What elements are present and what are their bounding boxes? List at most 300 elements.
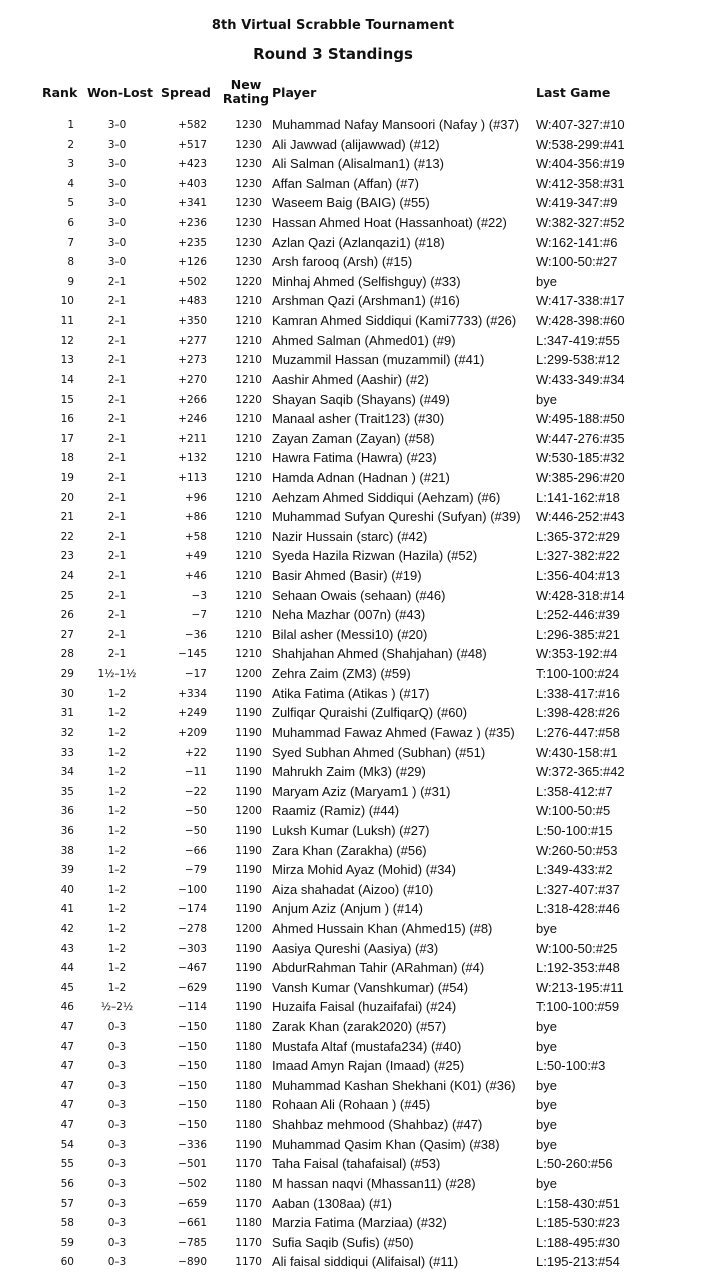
won-lost-cell: 2–1 (107, 648, 127, 661)
rank-cell: 36 (60, 805, 74, 818)
player-name-cell: Zehra Zaim (ZM3) (#59) (272, 666, 411, 682)
new-rating-cell: 1220 (235, 393, 262, 406)
new-rating-cell: 1210 (235, 550, 262, 563)
table-row (0, 291, 703, 311)
spread-cell: −3 (191, 589, 207, 602)
last-game-cell: L:50-100:#3 (536, 1058, 606, 1074)
rank-cell: 15 (60, 393, 74, 406)
player-name-cell: Imaad Amyn Rajan (Imaad) (#25) (272, 1058, 465, 1074)
last-game-cell: W:100-50:#25 (536, 940, 618, 956)
spread-cell: +113 (178, 471, 207, 484)
new-rating-cell: 1210 (235, 648, 262, 661)
last-game-cell: W:495-188:#50 (536, 411, 625, 427)
last-game-cell: L:192-353:#48 (536, 960, 620, 976)
won-lost-cell: 2–1 (107, 354, 127, 367)
rank-cell: 55 (60, 1158, 74, 1171)
new-rating-cell: 1230 (235, 158, 262, 171)
table-row (0, 723, 703, 743)
table-row (0, 958, 703, 978)
won-lost-cell: 1–2 (107, 746, 127, 759)
table-row (0, 801, 703, 821)
spread-cell: +49 (184, 550, 207, 563)
spread-cell: +126 (178, 256, 207, 269)
player-name-cell: Zarak Khan (zarak2020) (#57) (272, 1019, 447, 1035)
last-game-cell: W:447-276:#35 (536, 430, 625, 446)
rank-cell: 22 (60, 530, 74, 543)
player-name-cell: Rohaan Ali (Rohaan ) (#45) (272, 1097, 431, 1113)
new-rating-cell: 1180 (235, 1177, 262, 1190)
table-row (0, 409, 703, 429)
last-game-cell: W:419-347:#9 (536, 195, 618, 211)
last-game-cell: L:141-162:#18 (536, 489, 620, 505)
rank-cell: 36 (60, 824, 74, 837)
column-header-new-rating (216, 78, 276, 106)
last-game-cell: W:412-358:#31 (536, 175, 625, 191)
table-row (0, 311, 703, 331)
spread-cell: −150 (178, 1119, 207, 1132)
rank-cell: 5 (67, 197, 74, 210)
spread-cell: −114 (178, 1001, 207, 1014)
table-row (0, 997, 703, 1017)
spread-cell: +249 (178, 707, 207, 720)
rank-cell: 47 (60, 1119, 74, 1132)
player-name-cell: Hamda Adnan (Hadnan ) (#21) (272, 469, 450, 485)
spread-cell: −174 (178, 903, 207, 916)
last-game-cell: W:404-356:#19 (536, 156, 625, 172)
won-lost-cell: 0–3 (107, 1060, 127, 1073)
new-rating-cell: 1180 (235, 1119, 262, 1132)
last-game-cell: L:327-382:#22 (536, 548, 620, 564)
player-name-cell: Muhammad Fawaz Ahmed (Fawaz ) (#35) (272, 724, 515, 740)
rank-cell: 17 (60, 432, 74, 445)
spread-cell: +235 (178, 236, 207, 249)
won-lost-cell: 1–2 (107, 805, 127, 818)
column-header-player: Player (272, 85, 317, 100)
player-name-cell: Ali faisal siddiqui (Alifaisal) (#11) (272, 1254, 459, 1270)
last-game-cell: W:372-365:#42 (536, 764, 625, 780)
new-rating-cell: 1180 (235, 1099, 262, 1112)
spread-cell: −278 (178, 922, 207, 935)
won-lost-cell: 0–3 (107, 1217, 127, 1230)
table-row (0, 821, 703, 841)
tournament-title: 8th Virtual Scrabble Tournament (211, 18, 455, 33)
spread-cell: −50 (184, 824, 207, 837)
new-rating-cell: 1190 (235, 1138, 262, 1151)
spread-cell: −145 (178, 648, 207, 661)
last-game-cell: T:100-100:#59 (536, 999, 620, 1015)
new-rating-cell: 1210 (235, 432, 262, 445)
last-game-cell: L:296-385:#21 (536, 626, 620, 642)
spread-cell: +86 (184, 511, 207, 524)
new-rating-cell: 1230 (235, 119, 262, 131)
spread-cell: −150 (178, 1040, 207, 1053)
spread-cell: +273 (178, 354, 207, 367)
won-lost-cell: 2–1 (107, 413, 127, 426)
table-row (0, 350, 703, 370)
rank-cell: 47 (60, 1079, 74, 1092)
player-name-cell: Minhaj Ahmed (Selfishguy) (#33) (272, 273, 461, 289)
new-rating-cell: 1230 (235, 236, 262, 249)
last-game-cell: L:276-447:#58 (536, 724, 620, 740)
new-rating-cell: 1190 (235, 687, 262, 700)
won-lost-cell: 2–1 (107, 432, 127, 445)
won-lost-cell: 2–1 (107, 334, 127, 347)
last-game-cell: W:385-296:#20 (536, 469, 625, 485)
last-game-cell: L:349-433:#2 (536, 862, 613, 878)
new-rating-cell: 1210 (235, 628, 262, 641)
rank-cell: 4 (67, 177, 74, 190)
player-name-cell: Aasiya Qureshi (Aasiya) (#3) (272, 940, 439, 956)
player-name-cell: Azlan Qazi (Azlanqazi1) (#18) (272, 234, 445, 250)
column-header-new-rating-line1: New (230, 77, 262, 92)
table-row (0, 468, 703, 488)
new-rating-cell: 1190 (235, 962, 262, 975)
won-lost-cell: 0–3 (107, 1256, 127, 1269)
new-rating-cell: 1210 (235, 570, 262, 583)
last-game-cell: W:353-192:#4 (536, 646, 618, 662)
spread-cell: −661 (178, 1217, 207, 1230)
rank-cell: 43 (60, 942, 74, 955)
new-rating-cell: 1170 (235, 1197, 262, 1210)
rank-cell: 29 (60, 668, 74, 681)
rank-cell: 45 (60, 981, 74, 994)
new-rating-cell: 1190 (235, 981, 262, 994)
won-lost-cell: 2–1 (107, 511, 127, 524)
table-row (0, 331, 703, 351)
spread-cell: +582 (178, 119, 207, 131)
spread-cell: −303 (178, 942, 207, 955)
rank-cell: 20 (60, 491, 74, 504)
new-rating-cell: 1210 (235, 452, 262, 465)
standings-table-body (0, 115, 703, 1272)
new-rating-cell: 1180 (235, 1040, 262, 1053)
table-row (0, 625, 703, 645)
player-name-cell: Muhammad Sufyan Qureshi (Sufyan) (#39) (272, 509, 521, 525)
spread-cell: −22 (184, 785, 207, 798)
won-lost-cell: 2–1 (107, 393, 127, 406)
rank-cell: 57 (60, 1197, 74, 1210)
last-game-cell: W:538-299:#41 (536, 136, 625, 152)
new-rating-cell: 1180 (235, 1079, 262, 1092)
player-name-cell: Atika Fatima (Atikas ) (#17) (272, 685, 430, 701)
rank-cell: 1 (67, 119, 74, 131)
table-row (0, 1174, 703, 1194)
new-rating-cell: 1190 (235, 864, 262, 877)
last-game-cell: T:100-100:#24 (536, 666, 620, 682)
player-name-cell: Anjum Aziz (Anjum ) (#14) (272, 901, 423, 917)
new-rating-cell: 1170 (235, 1236, 262, 1249)
player-name-cell: Maryam Aziz (Maryam1 ) (#31) (272, 783, 451, 799)
rank-cell: 30 (60, 687, 74, 700)
player-name-cell: Bilal asher (Messi10) (#20) (272, 626, 428, 642)
new-rating-cell: 1190 (235, 726, 262, 739)
player-name-cell: AbdurRahman Tahir (ARahman) (#4) (272, 960, 485, 976)
last-game-cell: bye (536, 1097, 557, 1113)
won-lost-cell: 1–2 (107, 844, 127, 857)
last-game-cell: L:347-419:#55 (536, 332, 620, 348)
won-lost-cell: 1–2 (107, 785, 127, 798)
rank-cell: 12 (60, 334, 74, 347)
won-lost-cell: 0–3 (107, 1197, 127, 1210)
rank-cell: 13 (60, 354, 74, 367)
table-row (0, 1213, 703, 1233)
player-name-cell: Nazir Hussain (starc) (#42) (272, 528, 428, 544)
new-rating-cell: 1190 (235, 844, 262, 857)
new-rating-cell: 1210 (235, 471, 262, 484)
won-lost-cell: 1½–1½ (97, 668, 137, 681)
rank-cell: 3 (67, 158, 74, 171)
won-lost-cell: 2–1 (107, 628, 127, 641)
won-lost-cell: 1–2 (107, 707, 127, 720)
rank-cell: 44 (60, 962, 74, 975)
rank-cell: 16 (60, 413, 74, 426)
column-header-won-lost: Won-Lost (87, 85, 153, 100)
spread-cell: +483 (178, 295, 207, 308)
player-name-cell: M hassan naqvi (Mhassan11) (#28) (272, 1175, 476, 1191)
player-name-cell: Affan Salman (Affan) (#7) (272, 175, 419, 191)
spread-cell: +423 (178, 158, 207, 171)
player-name-cell: Zara Khan (Zarakha) (#56) (272, 842, 427, 858)
won-lost-cell: 2–1 (107, 373, 127, 386)
won-lost-cell: 1–2 (107, 864, 127, 877)
spread-cell: +502 (178, 275, 207, 288)
table-row (0, 1252, 703, 1272)
table-row (0, 1095, 703, 1115)
rank-cell: 41 (60, 903, 74, 916)
won-lost-cell: 1–2 (107, 726, 127, 739)
spread-cell: +246 (178, 413, 207, 426)
player-name-cell: Syeda Hazila Rizwan (Hazila) (#52) (272, 548, 478, 564)
rank-cell: 18 (60, 452, 74, 465)
won-lost-cell: 2–1 (107, 315, 127, 328)
won-lost-cell: 3–0 (107, 177, 127, 190)
won-lost-cell: 3–0 (107, 256, 127, 269)
column-header-rank: Rank (42, 85, 78, 100)
last-game-cell: W:417-338:#17 (536, 293, 625, 309)
column-header-spread: Spread (161, 85, 211, 100)
spread-cell: +58 (184, 530, 207, 543)
spread-cell: −150 (178, 1021, 207, 1034)
rank-cell: 14 (60, 373, 74, 386)
new-rating-cell: 1230 (235, 217, 262, 230)
won-lost-cell: 2–1 (107, 491, 127, 504)
last-game-cell: W:446-252:#43 (536, 509, 625, 525)
table-row (0, 880, 703, 900)
last-game-cell: L:158-430:#51 (536, 1195, 620, 1211)
won-lost-cell: 2–1 (107, 570, 127, 583)
rank-cell: 38 (60, 844, 74, 857)
new-rating-cell: 1220 (235, 275, 262, 288)
spread-cell: −336 (178, 1138, 207, 1151)
won-lost-cell: 1–2 (107, 962, 127, 975)
rank-cell: 47 (60, 1021, 74, 1034)
spread-cell: +350 (178, 315, 207, 328)
player-name-cell: Zayan Zaman (Zayan) (#58) (272, 430, 435, 446)
player-name-cell: Aashir Ahmed (Aashir) (#2) (272, 371, 429, 387)
new-rating-cell: 1190 (235, 707, 262, 720)
new-rating-cell: 1210 (235, 530, 262, 543)
rank-cell: 10 (60, 295, 74, 308)
last-game-cell: bye (536, 1175, 557, 1191)
spread-cell: +266 (178, 393, 207, 406)
table-row (0, 390, 703, 410)
last-game-cell: L:299-538:#12 (536, 352, 620, 368)
spread-cell: +341 (178, 197, 207, 210)
player-name-cell: Raamiz (Ramiz) (#44) (272, 803, 400, 819)
new-rating-cell: 1210 (235, 589, 262, 602)
rank-cell: 2 (67, 138, 74, 151)
table-row (0, 605, 703, 625)
spread-cell: −17 (184, 668, 207, 681)
rank-cell: 27 (60, 628, 74, 641)
new-rating-cell: 1200 (235, 668, 262, 681)
spread-cell: +403 (178, 177, 207, 190)
won-lost-cell: 2–1 (107, 471, 127, 484)
last-game-cell: L:50-100:#15 (536, 822, 613, 838)
rank-cell: 8 (67, 256, 74, 269)
table-row (0, 586, 703, 606)
new-rating-cell: 1190 (235, 766, 262, 779)
player-name-cell: Aehzam Ahmed Siddiqui (Aehzam) (#6) (272, 489, 501, 505)
rank-cell: 54 (60, 1138, 74, 1151)
new-rating-cell: 1180 (235, 1021, 262, 1034)
spread-cell: −100 (178, 883, 207, 896)
player-name-cell: Muhammad Kashan Shekhani (K01) (#36) (272, 1077, 516, 1093)
player-name-cell: Huzaifa Faisal (huzaifafai) (#24) (272, 999, 457, 1015)
rank-cell: 34 (60, 766, 74, 779)
rank-cell: 21 (60, 511, 74, 524)
new-rating-cell: 1190 (235, 883, 262, 896)
rank-cell: 59 (60, 1236, 74, 1249)
spread-cell: +132 (178, 452, 207, 465)
table-row (0, 1076, 703, 1096)
table-row (0, 135, 703, 155)
last-game-cell: L:338-417:#16 (536, 685, 620, 701)
table-row (0, 743, 703, 763)
spread-cell: −502 (178, 1177, 207, 1190)
won-lost-cell: 1–2 (107, 883, 127, 896)
table-row (0, 429, 703, 449)
table-row (0, 370, 703, 390)
player-name-cell: Hawra Fatima (Hawra) (#23) (272, 450, 437, 466)
new-rating-cell: 1210 (235, 354, 262, 367)
table-row (0, 193, 703, 213)
new-rating-cell: 1190 (235, 746, 262, 759)
won-lost-cell: 2–1 (107, 295, 127, 308)
spread-cell: −150 (178, 1079, 207, 1092)
new-rating-cell: 1170 (235, 1158, 262, 1171)
player-name-cell: Marzia Fatima (Marziaa) (#32) (272, 1215, 447, 1231)
rank-cell: 33 (60, 746, 74, 759)
last-game-cell: L:398-428:#26 (536, 705, 620, 721)
player-name-cell: Ali Salman (Alisalman1) (#13) (272, 156, 444, 172)
new-rating-cell: 1210 (235, 315, 262, 328)
last-game-cell: L:195-213:#54 (536, 1254, 620, 1270)
rank-cell: 19 (60, 471, 74, 484)
rank-cell: 6 (67, 217, 74, 230)
player-name-cell: Ahmed Salman (Ahmed01) (#9) (272, 332, 456, 348)
won-lost-cell: 3–0 (107, 197, 127, 210)
table-row (0, 1115, 703, 1135)
table-row (0, 762, 703, 782)
player-name-cell: Sehaan Owais (sehaan) (#46) (272, 587, 446, 603)
column-header-last-game: Last Game (536, 85, 611, 100)
new-rating-cell: 1190 (235, 785, 262, 798)
spread-cell: −11 (184, 766, 207, 779)
last-game-cell: W:213-195:#11 (536, 979, 624, 995)
new-rating-cell: 1210 (235, 491, 262, 504)
last-game-cell: L:318-428:#46 (536, 901, 620, 917)
rank-cell: 24 (60, 570, 74, 583)
player-name-cell: Mahrukh Zaim (Mk3) (#29) (272, 764, 426, 780)
table-row (0, 448, 703, 468)
rank-cell: 7 (67, 236, 74, 249)
won-lost-cell: 1–2 (107, 766, 127, 779)
spread-cell: −150 (178, 1099, 207, 1112)
won-lost-cell: 0–3 (107, 1040, 127, 1053)
player-name-cell: Aaban (1308aa) (#1) (272, 1195, 392, 1211)
player-name-cell: Manaal asher (Trait123) (#30) (272, 411, 445, 427)
table-row (0, 782, 703, 802)
rank-cell: 35 (60, 785, 74, 798)
last-game-cell: L:365-372:#29 (536, 528, 620, 544)
last-game-cell: bye (536, 920, 557, 936)
spread-cell: −7 (191, 609, 207, 622)
rank-cell: 11 (60, 315, 74, 328)
table-row (0, 488, 703, 508)
spread-cell: +211 (178, 432, 207, 445)
player-name-cell: Ahmed Hussain Khan (Ahmed15) (#8) (272, 920, 493, 936)
spread-cell: −467 (178, 962, 207, 975)
won-lost-cell: 3–0 (107, 158, 127, 171)
player-name-cell: Vansh Kumar (Vanshkumar) (#54) (272, 979, 469, 995)
table-row (0, 154, 703, 174)
rank-cell: 26 (60, 609, 74, 622)
rank-cell: 32 (60, 726, 74, 739)
player-name-cell: Muhammad Qasim Khan (Qasim) (#38) (272, 1136, 500, 1152)
won-lost-cell: 0–3 (107, 1021, 127, 1034)
player-name-cell: Shahbaz mehmood (Shahbaz) (#47) (272, 1117, 483, 1133)
table-row (0, 978, 703, 998)
table-row (0, 252, 703, 272)
rank-cell: 47 (60, 1040, 74, 1053)
last-game-cell: L:327-407:#37 (536, 881, 620, 897)
new-rating-cell: 1180 (235, 1217, 262, 1230)
table-row (0, 213, 703, 233)
last-game-cell: W:407-327:#10 (536, 117, 625, 132)
last-game-cell: bye (536, 1038, 557, 1054)
table-row (0, 1037, 703, 1057)
table-row (0, 919, 703, 939)
new-rating-cell: 1230 (235, 138, 262, 151)
rank-cell: 56 (60, 1177, 74, 1190)
rank-cell: 28 (60, 648, 74, 661)
player-name-cell: Kamran Ahmed Siddiqui (Kami7733) (#26) (272, 313, 517, 329)
spread-cell: −629 (178, 981, 207, 994)
spread-cell: −66 (184, 844, 207, 857)
spread-cell: −150 (178, 1060, 207, 1073)
player-name-cell: Mustafa Altaf (mustafa234) (#40) (272, 1038, 462, 1054)
spread-cell: −659 (178, 1197, 207, 1210)
table-row (0, 841, 703, 861)
player-name-cell: Aiza shahadat (Aizoo) (#10) (272, 881, 434, 897)
spread-cell: +270 (178, 373, 207, 386)
last-game-cell: W:428-398:#60 (536, 313, 625, 329)
table-row (0, 527, 703, 547)
spread-cell: +277 (178, 334, 207, 347)
won-lost-cell: 3–0 (107, 236, 127, 249)
spread-cell: −36 (184, 628, 207, 641)
